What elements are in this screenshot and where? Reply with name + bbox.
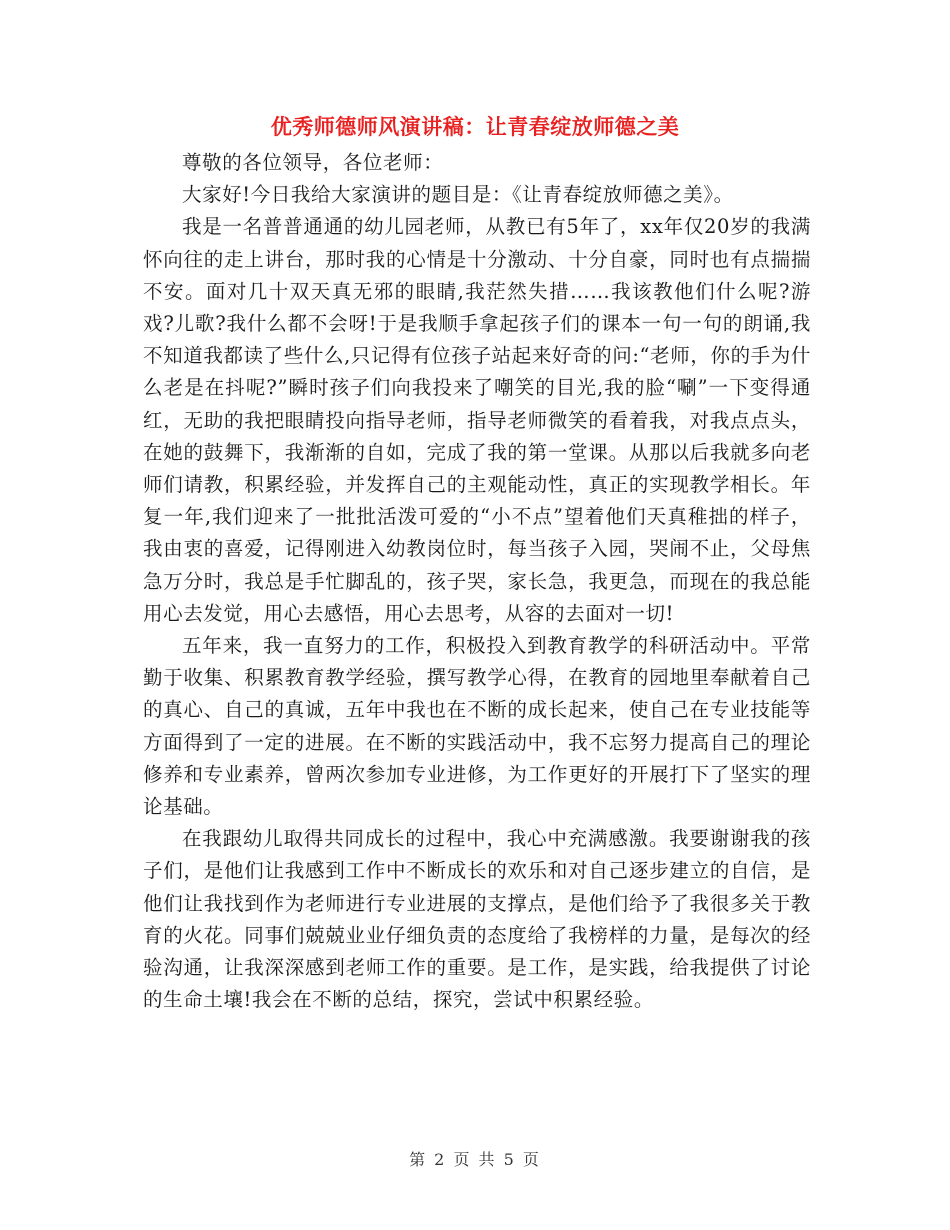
greeting-paragraph: 大家好!今日我给大家演讲的题目是：《让青春绽放师德之美》。 bbox=[182, 183, 734, 207]
body-paragraph-2: 五年来，我一直努力的工作，积极投入到教育教学的科研活动中。平常勤于收集、积累教育教学经验，撰写教学心得，在教育的园地里奉献着自己的真心、自己的真诚，五年中我也在不断的成长起来，使自己在专业技能等方面得到了一定的进展。在不断的实践活动中，我不忘努力提高自己的理论修养和专业素养，曾两次参加专业进修，为工作更好的开展打下了坚实的理论基础。 bbox=[143, 634, 811, 819]
page-number-footer: 第 2 页 共 5 页 bbox=[409, 1150, 541, 1169]
body-paragraph-3: 在我跟幼儿取得共同成长的过程中，我心中充满感激。我要谢谢我的孩子们，是他们让我感到工作中不断成长的欢乐和对自己逐步建立的自信，是他们让我找到作为老师进行专业进展的支撑点，是他们给予了我很多关于教育的火花。同事们兢兢业业仔细负责的态度给了我榜样的力量，是每次的经验沟通，让我深深感到老师工作的重要。是工作，是实践，给我提供了讨论的生命土壤!我会在不断的总结，探究，尝试中积累经验。 bbox=[143, 827, 811, 1012]
body-paragraph-1: 我是一名普普通通的幼儿园老师，从教已有5年了，xx年仅20岁的我满怀向往的走上讲台，那时我的心情是十分激动、十分自豪，同时也有点揣揣不安。面对几十双天真无邪的眼睛,我茫然失措……我该教他们什么呢?游戏?儿歌?我什么都不会呀!于是我顺手拿起孩子们的课本一句一句的朗诵,我不知道我都读了些什么,只记得有位孩子站起来好奇的问:“老师，你的手为什么老是在抖呢?”瞬时孩子们向我投来了嘲笑的目光,我的脸“唰”一下变得通红，无助的我把眼睛投向指导老师，指导老师微笑的看着我，对我点点头，在她的鼓舞下，我渐渐的自如，完成了我的第一堂课。从那以后我就多向老师们请教，积累经验，并发挥自己的主观能动性，真正的实现教学相长。年复一年,我们迎来了一批批活泼可爱的“小不点”望着他们天真稚拙的样子，我由衷的喜爱，记得刚进入幼教岗位时，每当孩子入园，哭闹不止，父母焦急万分时，我总是手忙脚乱的，孩子哭，家长急，我更急，而现在的我总能用心去发觉，用心去感悟，用心去思考，从容的去面对一切! bbox=[143, 215, 811, 625]
salutation-paragraph: 尊敬的各位领导，各位老师： bbox=[182, 151, 444, 174]
page-title: 优秀师德师风演讲稿：让青春绽放师德之美 bbox=[270, 114, 680, 139]
document-body bbox=[143, 147, 811, 1016]
